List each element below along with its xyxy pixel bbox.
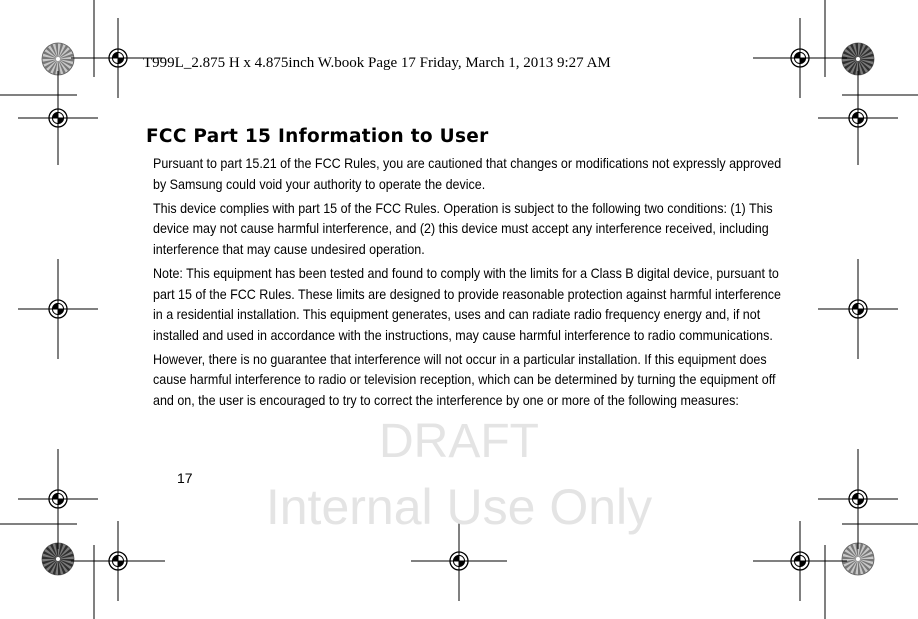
- paragraph-note: Note: This equipment has been tested and found to comply with the limits for a Class B digital device, pursuant to part 15 of the FCC Rules. These limits are designed to provide reasonable protection against harmful interference in a residential installation. This equipment generates, uses and can radiate radio frequency energy and, if not installed and used in accordance with the instructions, may cause harmful interference to radio communications.: [153, 264, 781, 343]
- color-starburst-icon: [42, 43, 74, 75]
- color-starburst-icon: [842, 43, 874, 75]
- paragraph-compliance: This device complies with part 15 of the FCC Rules. Operation is subject to the following two conditions: (1) This device may not cause harmful interference, and (2) this device must accept any interference received, including interference that may cause undesired operation.: [153, 199, 773, 257]
- paragraph-modifications: Pursuant to part 15.21 of the FCC Rules, you are cautioned that changes or modifications not expressly approved by Samsung could void your authority to operate the device.: [153, 155, 782, 192]
- registration-target-icon: [18, 259, 98, 359]
- page-number: 17: [177, 470, 193, 486]
- registration-target-icon: [753, 18, 847, 98]
- paragraph-no-guarantee: However, there is no guarantee that interference will not occur in a particular installation. If this equipment does cause harmful interference to radio or television reception, which can be determined by turning the equipment off and on, the user is encouraged to try to correct the interference by one or more of the following measures:: [153, 350, 776, 409]
- watermark-draft: [0, 414, 918, 469]
- body-text: [153, 153, 782, 414]
- registration-target-icon: [818, 259, 898, 359]
- page-title: FCC Part 15 Information to User: [146, 126, 489, 147]
- registration-target-icon: [18, 71, 98, 165]
- registration-target-icon: [818, 71, 898, 165]
- watermark-internal-use: Internal Use Only: [265, 479, 653, 535]
- book-header-info: T999L_2.875 H x 4.875inch W.book Page 17 Friday, March 1, 2013 9:27 AM: [143, 55, 611, 71]
- watermark-draft-text: DRAFT: [379, 415, 539, 468]
